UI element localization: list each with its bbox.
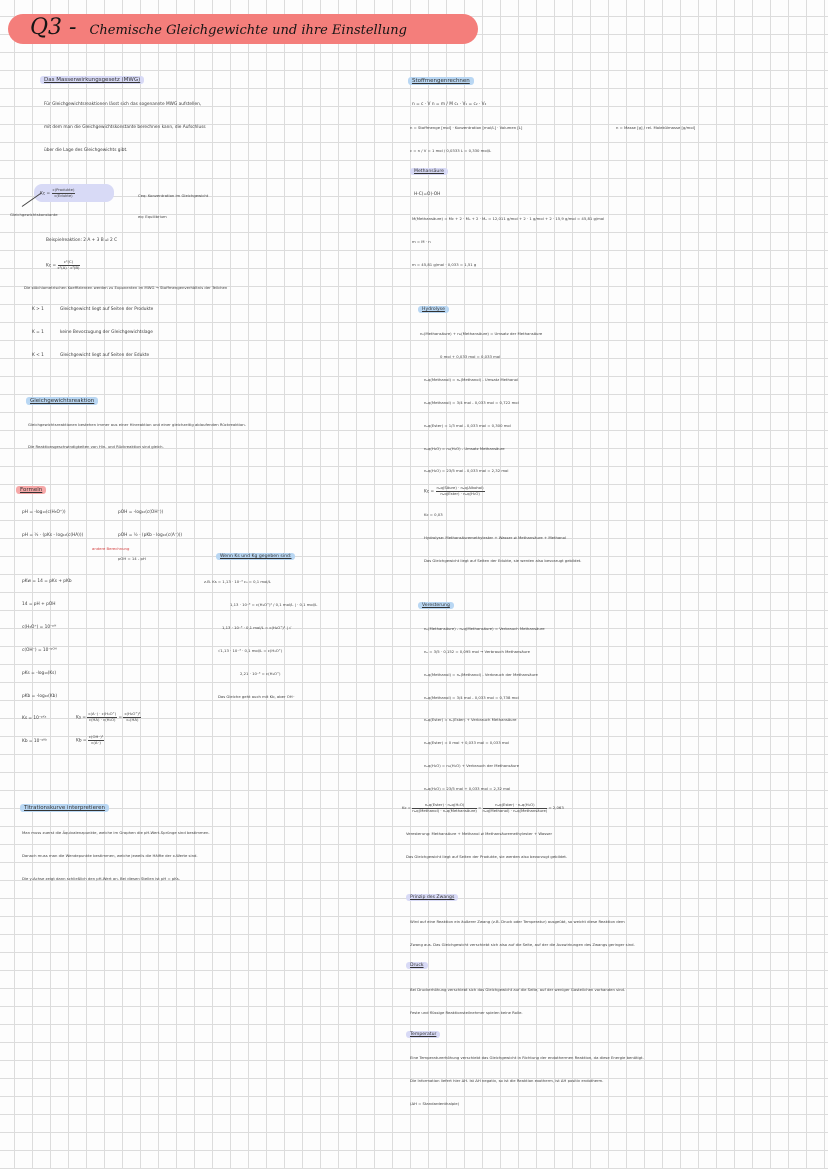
ex-numerator: c²(C) (58, 260, 80, 266)
ver-line-5: nₑq(Ester) = nₑ(Ester) + Verbrauch Methansäure (424, 717, 517, 722)
formel-list-6: pKb = -log₁₀(Kb) (22, 694, 58, 699)
methan-line-2: m = M · n (412, 239, 431, 244)
wenn-heading: Wenn Ks und Kg gegeben sind: (216, 553, 295, 560)
case-1-cond: K > 1 (32, 307, 44, 312)
druck-line-1: Bei Druckerhöhung verschiebt sich das Gleichgewicht auf die Seite, auf der weniger Gasteilchen vorhanden sind. (410, 987, 626, 992)
formeln-heading: Formeln (16, 486, 46, 494)
ver-kc-den-1: nₑq(Methanol) · nₑq(Methansäure) (412, 807, 477, 813)
kc-lhs: Kc = (40, 191, 51, 197)
ks-numerator: c(A⁻) · c(H₃O⁺) (88, 711, 117, 716)
formel-list-3: c(H₃O⁺) = 10⁻ᵖᴴ (22, 625, 57, 630)
title-text: Chemische Gleichgewichte und ihre Einstellung (89, 23, 407, 38)
ks-rhs-numerator: c(H₃O⁺)² (124, 711, 141, 716)
kb-numerator: c(OH⁻)² (88, 734, 104, 739)
mwg-line-1: Für Gleichgewichtsreaktionen lässt sich das sogenannte MWG aufstellen, (44, 102, 202, 107)
ver-kc-lhs: Kc = (402, 805, 411, 811)
example-reaction: Beispielreaktion: 2 A + 3 B ⇌ 2 C (46, 238, 118, 243)
ver-kc-num-1: nₑq(Ester) · nₑq(H₂O) (412, 803, 477, 809)
temp-line-1: Eine Temperaturerhöhung verschiebt das Gleichgewicht in Richtung der endothermen Reaktion, da diese Energie benötigt. (410, 1055, 644, 1060)
stoich-note: Die stöchiometrischen Koeffizienten werden zu Exponenten im MWG → Stoffmengenverhältnis der Teilchen (24, 285, 228, 290)
example-kc (46, 260, 80, 270)
titration-line-2: Danach muss man die Wendepunkte bestimmen, welche jeweils die Hälfte der x-Werte sind. (22, 853, 198, 858)
ver-kc-value: = 2,063 (548, 805, 564, 811)
mwg-line-3: über die Lage des Gleichgewichts gibt. (44, 148, 128, 153)
wenn-line-6: Das Gleiche geht auch mit Kb, aber OH⁻ (218, 694, 295, 699)
ver-line-3: nₑq(Methanol) = nₑ(Methanol) - Verbrauch der Methansäure (424, 672, 538, 677)
ks-lhs: Ks = (76, 715, 87, 721)
hydro-line-3: nₑq(Methanol) = nₑ(Methanol) - Umsatz Methanol (424, 377, 519, 382)
wenn-line-4: √1,13 · 10⁻³ · 0,1 mol/L = c(H₃O⁺) (218, 648, 283, 653)
hydro-line-2: 0 mol + 0,033 mol = 0,033 mol (440, 354, 501, 359)
ver-reaction: Veresterung: Methansäure + Methanol ⇌ Methansäuremethylester + Wasser (406, 831, 553, 836)
kb-denominator: c(A⁻) (91, 739, 101, 745)
ver-line-7: nₑq(H₂O) = n₀(H₂O) + Verbrauch der Methansäure (424, 763, 520, 768)
ks-denominator: c(HA) · c(H₂O) (88, 716, 116, 722)
methan-structure: H-C(=O)-OH (414, 192, 441, 197)
ver-line-8: nₑq(H₂O) = 23/5 mol + 0,033 mol = 2,32 mol (424, 786, 511, 791)
ver-line-2: nₑ = 3/5 · 0,152 = 0,095 mol → Verbrauch Methansäure (424, 649, 530, 654)
kb-formula (76, 735, 104, 745)
ex-denominator: c²(A) · c³(B) (57, 264, 80, 270)
ver-conclusion: Das Gleichgewicht liegt auf Seiten der Produkte, sie werden also bevorzugt gebildet. (406, 854, 568, 859)
titration-heading: Titrationskurve interpretieren (20, 804, 109, 812)
titration-line-1: Man muss zuerst die Äquivalenzpunkte, welche im Graphen die pH-Wert-Sprünge sind bestimmen. (22, 830, 210, 835)
hydro-reaction: Hydrolyse: Methansäuremethylester + Wasser ⇌ Methansäure + Methanol (424, 535, 566, 540)
kc-note-ceq: Ceq: Konzentration im Gleichgewicht (138, 193, 209, 198)
kc-numerator: c(Produkte) (52, 187, 75, 192)
stoff-line-2: n = Stoffmenge [mol] · Konzentration [mol/L] · Volumen [L] (410, 125, 523, 130)
case-2-cond: K = 1 (32, 330, 44, 335)
case-3-text: Gleichgewicht liegt auf Seiten der Edukte (60, 353, 150, 358)
formel-list-5: pKs = -log₁₀(Ks) (22, 671, 57, 676)
ph-half-formula: pH = ½ · (pKs - log₁₀(c(HA))) (22, 533, 84, 538)
formel-list-1: pKw = 14 = pKs + pKb (22, 579, 72, 584)
hydro-line-1: n₀(Methansäure) + n₀(Methansäure) = Umsatz der Methansäure (420, 331, 543, 336)
ex-lhs: Kc = (46, 263, 57, 269)
hydro-kc-formula (424, 486, 485, 496)
kb-lhs: Kb = (76, 738, 87, 744)
ver-kc-den-2: nₑq(Methanol) · nₑq(Methansäure) (482, 807, 548, 813)
poh-half-formula: pOH = ½ · (pKb - log₁₀(c(A⁻))) (118, 533, 183, 538)
poh-calc: pOH = 14 - pH (118, 556, 146, 561)
hydro-conclusion: Das Gleichgewicht liegt auf Seiten der Edukte, sie werden also bevorzugt gebildet. (424, 558, 582, 563)
wenn-line-3: 1,13 · 10⁻³ · 0,1 mol/L = c(H₃O⁺)² | √ (222, 625, 292, 630)
hydro-kc-lhs: Kc = (424, 489, 435, 495)
methan-heading: Methansäure (410, 168, 448, 175)
hydro-line-7: nₑq(H₂O) = 23/5 mol - 0,033 mol = 2,32 mol (424, 468, 509, 473)
case-3-cond: K < 1 (32, 353, 44, 358)
temp-line-2: Die Information liefert hier ΔH. Ist ΔH negativ, so ist die Reaktion exotherm, ist ΔH positiv endotherm. (410, 1078, 604, 1083)
zwang-heading: Prinzip des Zwangs (406, 894, 458, 901)
formel-list-4: c(OH⁻) = 10⁻ᵖᴼᴴ (22, 648, 57, 653)
page-title: Q3 - Chemische Gleichgewichte und ihre Einstellung (30, 15, 407, 40)
kc-formula (40, 188, 75, 198)
andere-berechnung-note: andere Berechnung (92, 546, 130, 551)
poh-formula: pOH = -log₁₀(c(OH⁻)) (118, 510, 164, 515)
methan-line-1: M(Methansäure) = Mᴄ + 2 · Mₕ + 2 · Mₒ = 12,011 g/mol + 2 · 1 g/mol + 2 · 15,9 g/mol = 45,81 g/mol (412, 216, 605, 221)
ver-kc-formula: Kc = $\frac{\text{nₑq(Ester) · nₑq(H₂O)}}{\text{nₑq(Methanol) · nₑq(Methansäure)}}$ = $\frac{\text{nₑq(Ester) · nₑq(H₂O)}}{\text{nₑq(Methanol) · nₑq(Methansäure)}}$ = 2,063 (402, 802, 564, 813)
hydro-line-5: nₑq(Ester) = 1/3 mol - 0,033 mol = 0,300 mol (424, 423, 511, 428)
wenn-line-1: z.B. Ks = 1,13 · 10⁻³ c₀ = 0,1 mol/L (204, 579, 271, 584)
gk-label: Gleichgewichtskonstante (10, 212, 58, 217)
formel-list-8: Kb = 10⁻ᵖᴷᵇ (22, 739, 48, 744)
ggr-heading: Gleichgewichtsreaktion (26, 397, 98, 405)
ggr-line-1: Gleichgewichtsreaktionen bestehen immer aus einer Hinreaktion und einer gleichzeitig ablaufenden Rückreaktion. (28, 422, 246, 427)
ks-formula (76, 712, 141, 722)
wenn-line-5: 2,21 · 10⁻³ = c(H₃O⁺) (240, 671, 281, 676)
mwg-line-2: mit dem man die Gleichgewichtskonstante berechnen kann, die Aufschluss (44, 125, 206, 130)
stoff-heading: Stoffmengenrechnen (408, 77, 474, 85)
stoff-line-2b: n = Masse [g] / rel. Molekülmasse [g/mol] (616, 125, 696, 130)
temp-line-3: (ΔH = Standardenthalpie) (410, 1101, 460, 1106)
zwang-line-2: Zwang aus. Das Gleichgewicht verschiebt sich also auf die Seite, auf der die Auswirkungen des Zwangs geringer sind. (410, 942, 635, 947)
druck-heading: Druck (406, 962, 428, 969)
druck-line-2: Feste und flüssige Reaktionsteilnehmer spielen keine Rolle. (410, 1010, 523, 1015)
zwang-line-1: Wird auf eine Reaktion ein äußerer Zwang (z.B. Druck oder Temperatur) ausgeübt, so weicht diese Reaktion dem (410, 919, 625, 924)
ver-line-1: nₑ(Methansäure) - nₑq(Methansäure) = Verbrauch Methansäure (424, 626, 545, 631)
ggr-line-2: Die Reaktionsgeschwindigkeiten von Hin- und Rückreaktion sind gleich. (28, 444, 164, 449)
kc-note-eq: eq: Equilibrium (138, 214, 167, 219)
mwg-heading: Das Massenwirkungsgesetz (MWG) (40, 76, 144, 84)
hydro-heading: Hydrolyse (418, 306, 449, 313)
hydro-line-6: nₑq(H₂O) = n₀(H₂O) - Umsatz Methansäure (424, 446, 505, 451)
methan-line-3: m = 45,81 g/mol · 0,033 = 1,51 g (412, 262, 477, 267)
stoff-line-1: n = c · V n = m / M c₁ · V₁ = c₂ · V₂ (412, 102, 487, 107)
ks-rhs-denominator: c₀(HA) (126, 716, 139, 722)
kc-denominator: c(Edukte) (54, 192, 73, 198)
ks-equals: = (118, 715, 123, 721)
titration-line-3: Die y-Achse zeigt dann schließlich den pH-Wert an. Bei diesen Stellen ist pH = pKs. (22, 876, 180, 881)
wenn-line-2: 1,13 · 10⁻³ = c(H₃O⁺)² / 0,1 mol/L | · 0,1 mol/L (230, 602, 318, 607)
hydro-line-4: nₑq(Methanol) = 3/4 mol - 0,033 mol = 0,722 mol (424, 400, 519, 405)
ver-line-6: nₑq(Ester) = 0 mol + 0,033 mol = 0,033 mol (424, 740, 509, 745)
case-1-text: Gleichgewicht liegt auf Seiten der Produkte (60, 307, 154, 312)
formel-list-7: Ks = 10⁻ᵖᴷˢ (22, 716, 47, 721)
stoff-line-3: c = n / V = 1 mol / 0,0333 L = 0,330 mol/L (410, 148, 492, 153)
hydro-kc-denominator: nₑq(Ester) · nₑq(H₂O) (440, 490, 480, 496)
ver-kc-num-2: nₑq(Ester) · nₑq(H₂O) (483, 803, 548, 809)
ph-formula: pH = -log₁₀(c(H₃O⁺)) (22, 510, 66, 515)
hydro-kc-numerator: nₑq(Säure) · nₑq(Alkohol) (436, 485, 484, 490)
case-2-text: keine Bevorzugung der Gleichgewichtslage (60, 330, 153, 335)
formel-list-2: 14 = pH + pOH (22, 602, 56, 607)
ver-line-4: nₑq(Methanol) = 3/4 mol - 0,033 mol = 0,738 mol (424, 695, 519, 700)
title-prefix: Q3 (30, 15, 63, 40)
temp-heading: Temperatur (406, 1031, 440, 1038)
hydro-kc-value: Kc = 0,03 (424, 512, 443, 517)
veresterung-heading: Veresterung (418, 602, 454, 609)
